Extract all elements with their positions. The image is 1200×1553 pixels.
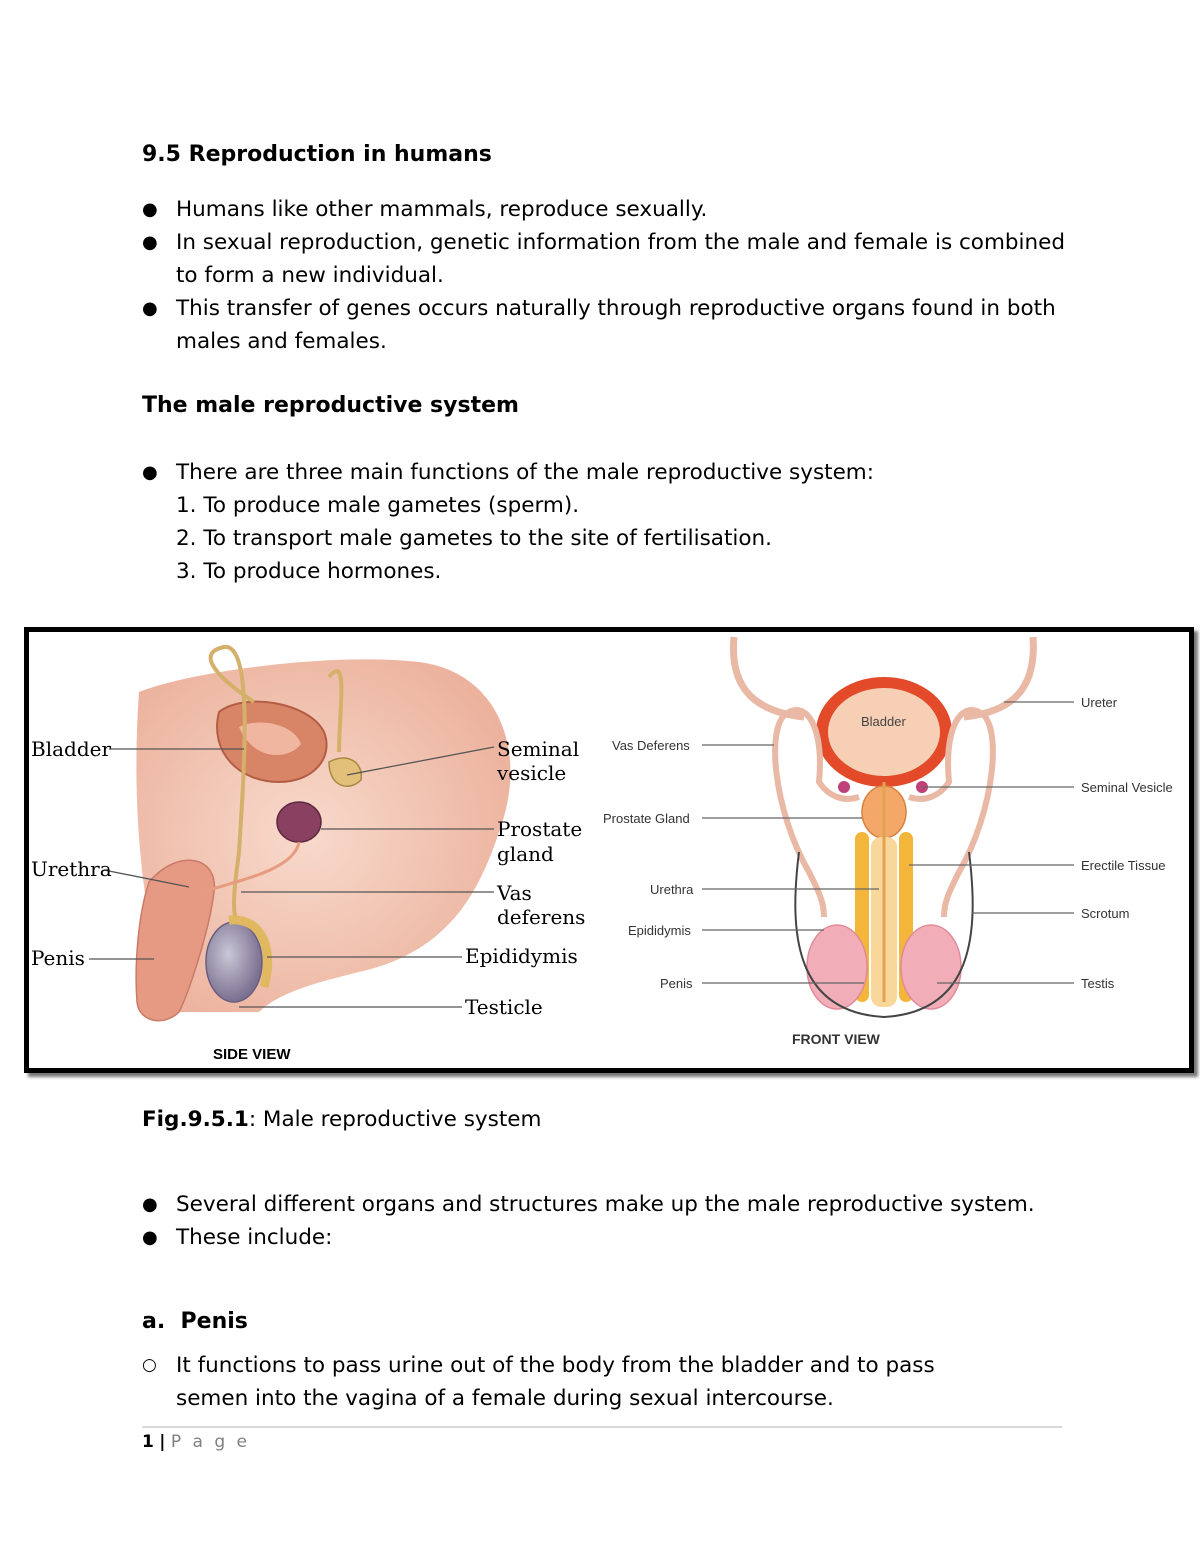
figure-caption: Fig.9.5.1: Male reproductive system [142, 1107, 542, 1132]
front-view [603, 637, 1173, 1047]
list-item: 1. To produce male gametes (sperm). [176, 493, 580, 518]
front-label-prostate: Prostate Gland [603, 811, 690, 826]
bullet-icon: ● [142, 298, 158, 319]
front-label-scrotum: Scrotum [1081, 906, 1130, 921]
label-seminal-vesicle: Seminal [497, 737, 580, 761]
male-reproductive-diagram [29, 632, 1189, 1068]
intro-bullet-list [142, 193, 1072, 358]
front-label-penis: Penis [660, 976, 693, 991]
front-view-caption: FRONT VIEW [792, 1031, 880, 1047]
list-item: ○ It functions to pass urine out of the body from the bladder and to pass semen into the vagina of a female during sexual intercourse. [142, 1349, 1002, 1415]
prostate-shape [277, 802, 321, 842]
list-item: 3. To produce hormones. [176, 559, 442, 584]
list-item: ● Several different organs and structures make up the male reproductive system. [142, 1188, 1052, 1221]
side-view-caption: SIDE VIEW [213, 1046, 291, 1063]
front-label-seminal-vesicle: Seminal Vesicle [1081, 780, 1173, 795]
male-system-heading: The male reproductive system [142, 393, 519, 418]
testis-left [807, 925, 867, 1009]
label-testicle: Testicle [465, 995, 543, 1019]
bullet-icon: ● [142, 1194, 158, 1215]
list-item: ● There are three main functions of the male reproductive system: [142, 456, 1072, 489]
list-item: ● In sexual reproduction, genetic information from the male and female is combined to form a new individual. [142, 226, 1072, 292]
label-vas-deferens: Vas [497, 881, 532, 905]
seminal-vesicle-left [838, 781, 850, 793]
label-prostate: Prostate [497, 817, 583, 841]
list-item: ● These include: [142, 1221, 1052, 1254]
functions-bullet-list [142, 456, 1072, 489]
front-label-bladder: Bladder [861, 714, 906, 729]
functions-numbered-list [176, 489, 1076, 588]
ureter-right [964, 637, 1033, 717]
front-label-testis: Testis [1081, 976, 1115, 991]
section-title: 9.5 Reproduction in humans [142, 142, 492, 167]
penis-point-list [142, 1349, 1002, 1415]
bullet-icon: ● [142, 462, 158, 483]
label-bladder: Bladder [31, 737, 112, 761]
front-label-vas-deferens: Vas Deferens [612, 738, 690, 753]
list-item: 2. To transport male gametes to the site of fertilisation. [176, 526, 772, 551]
front-label-epididymis: Epididymis [628, 923, 691, 938]
side-view [31, 647, 585, 1063]
list-item: ● Humans like other mammals, reproduce sexually. [142, 193, 1072, 226]
label-prostate-2: gland [497, 842, 554, 866]
label-epididymis: Epididymis [465, 944, 578, 968]
bullet-icon: ● [142, 1227, 158, 1248]
label-vas-deferens-2: deferens [497, 905, 586, 929]
penis-heading: a. Penis [142, 1309, 248, 1334]
front-label-erectile-tissue: Erectile Tissue [1081, 858, 1166, 873]
list-item: ● This transfer of genes occurs naturally through reproductive organs found in both males and females. [142, 292, 1072, 358]
circle-bullet-icon: ○ [142, 1355, 157, 1375]
front-bladder-inner [828, 688, 940, 776]
bullet-icon: ● [142, 199, 158, 220]
page-footer: 1 | P a g e [142, 1432, 251, 1452]
testis-right [901, 925, 961, 1009]
label-urethra: Urethra [31, 857, 112, 881]
label-penis: Penis [31, 946, 85, 970]
testicle-shape [206, 922, 262, 1002]
label-seminal-vesicle-2: vesicle [497, 761, 567, 785]
organs-bullet-list [142, 1188, 1052, 1254]
front-label-ureter: Ureter [1081, 695, 1118, 710]
bullet-icon: ● [142, 232, 158, 253]
footer-divider [142, 1426, 1062, 1428]
figure-frame [24, 627, 1194, 1073]
front-label-urethra: Urethra [650, 882, 694, 897]
ureter-left [733, 637, 804, 717]
